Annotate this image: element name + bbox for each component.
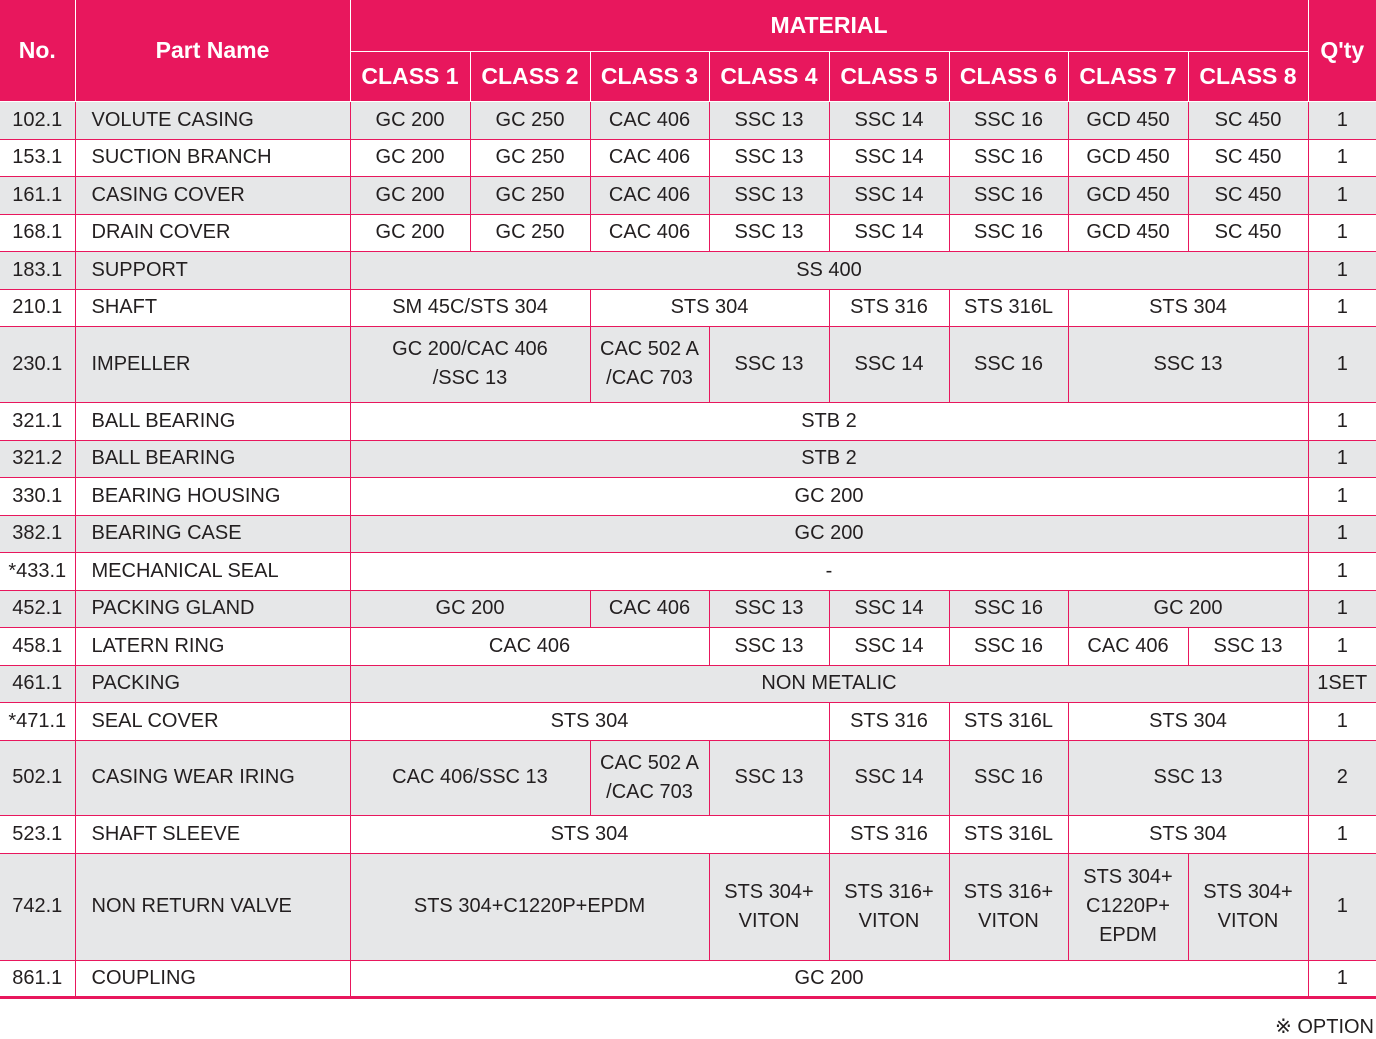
material-cell: GCD 450: [1068, 214, 1188, 251]
part-name: LATERN RING: [75, 627, 350, 665]
material-cell: GC 250: [470, 139, 590, 176]
part-name: IMPELLER: [75, 326, 350, 402]
header-class-1: CLASS 1: [350, 51, 470, 101]
part-number: 742.1: [0, 853, 75, 960]
material-cell: GC 200: [350, 960, 1308, 997]
material-cell: CAC 502 A /CAC 703: [590, 326, 709, 402]
table-row: [0, 515, 1376, 552]
quantity: 1: [1308, 214, 1376, 251]
material-cell: GC 200: [350, 101, 470, 139]
material-cell: GCD 450: [1068, 139, 1188, 176]
part-number: *433.1: [0, 552, 75, 590]
part-number: 153.1: [0, 139, 75, 176]
material-cell: GC 200: [350, 214, 470, 251]
material-cell: STB 2: [350, 440, 1308, 477]
material-cell: SSC 13: [709, 214, 829, 251]
table-row: [0, 815, 1376, 853]
material-cell: CAC 406: [590, 139, 709, 176]
material-cell: STS 304: [1068, 289, 1308, 326]
material-cell: STS 316+ VITON: [829, 853, 949, 960]
material-cell: GC 250: [470, 101, 590, 139]
quantity: 1: [1308, 176, 1376, 214]
quantity: 1: [1308, 326, 1376, 402]
part-name: MECHANICAL SEAL: [75, 552, 350, 590]
material-cell: SS 400: [350, 251, 1308, 289]
material-cell: SSC 14: [829, 326, 949, 402]
material-cell: SSC 16: [949, 740, 1068, 815]
material-cell: SSC 14: [829, 590, 949, 627]
material-cell: SSC 14: [829, 101, 949, 139]
table-row: [0, 326, 1376, 402]
material-cell: SSC 16: [949, 214, 1068, 251]
material-cell: STS 304+ VITON: [709, 853, 829, 960]
part-name: BEARING HOUSING: [75, 477, 350, 515]
quantity: 1: [1308, 815, 1376, 853]
option-footnote: ※ OPTION: [1275, 1016, 1374, 1038]
part-number: 161.1: [0, 176, 75, 214]
material-cell: SC 450: [1188, 101, 1308, 139]
material-cell: SSC 14: [829, 627, 949, 665]
part-number: 458.1: [0, 627, 75, 665]
header-class-6: CLASS 6: [949, 51, 1068, 101]
header-class-5: CLASS 5: [829, 51, 949, 101]
material-cell: SSC 13: [709, 627, 829, 665]
part-name: SUPPORT: [75, 251, 350, 289]
material-cell: SSC 13: [709, 590, 829, 627]
material-cell: SSC 13: [709, 326, 829, 402]
part-number: 861.1: [0, 960, 75, 997]
material-cell: SSC 14: [829, 740, 949, 815]
material-cell: SSC 13: [709, 176, 829, 214]
part-name: SUCTION BRANCH: [75, 139, 350, 176]
material-cell: GC 250: [470, 176, 590, 214]
table-row: [0, 853, 1376, 960]
part-number: 210.1: [0, 289, 75, 326]
material-cell: SSC 16: [949, 176, 1068, 214]
table-row: [0, 477, 1376, 515]
material-cell: GC 200: [350, 477, 1308, 515]
quantity: 1: [1308, 477, 1376, 515]
header-class-2: CLASS 2: [470, 51, 590, 101]
material-cell: CAC 406: [590, 590, 709, 627]
table-row: [0, 139, 1376, 176]
quantity: 1: [1308, 139, 1376, 176]
material-cell: GC 200: [350, 515, 1308, 552]
material-cell: STS 316: [829, 702, 949, 740]
material-cell: NON METALIC: [350, 665, 1308, 702]
part-number: 102.1: [0, 101, 75, 139]
table-row: [0, 251, 1376, 289]
header-no: No.: [0, 0, 75, 101]
header-class-7: CLASS 7: [1068, 51, 1188, 101]
part-number: 523.1: [0, 815, 75, 853]
table-row: [0, 665, 1376, 702]
material-cell: -: [350, 552, 1308, 590]
material-cell: STS 304+ C1220P+ EPDM: [1068, 853, 1188, 960]
part-name: BEARING CASE: [75, 515, 350, 552]
material-cell: SC 450: [1188, 214, 1308, 251]
material-cell: SC 450: [1188, 176, 1308, 214]
quantity: 1: [1308, 702, 1376, 740]
part-name: NON RETURN VALVE: [75, 853, 350, 960]
header-class-4: CLASS 4: [709, 51, 829, 101]
part-name: SHAFT SLEEVE: [75, 815, 350, 853]
material-cell: SSC 16: [949, 139, 1068, 176]
material-cell: GCD 450: [1068, 101, 1188, 139]
material-cell: STS 316: [829, 815, 949, 853]
table-row: [0, 176, 1376, 214]
part-number: 321.1: [0, 402, 75, 440]
quantity: 1: [1308, 960, 1376, 997]
table-row: [0, 590, 1376, 627]
material-cell: SSC 13: [1068, 326, 1308, 402]
material-cell: SSC 16: [949, 627, 1068, 665]
quantity: 1: [1308, 515, 1376, 552]
material-cell: SC 450: [1188, 139, 1308, 176]
material-cell: SM 45C/STS 304: [350, 289, 590, 326]
part-name: BALL BEARING: [75, 402, 350, 440]
material-cell: SSC 13: [709, 101, 829, 139]
part-number: 382.1: [0, 515, 75, 552]
material-cell: STS 304: [350, 815, 829, 853]
part-number: 321.2: [0, 440, 75, 477]
table-body: [0, 101, 1376, 997]
table-row: [0, 440, 1376, 477]
material-cell: STS 316: [829, 289, 949, 326]
header-qty: Q'ty: [1308, 0, 1376, 101]
material-cell: GC 200/CAC 406 /SSC 13: [350, 326, 590, 402]
table-row: [0, 702, 1376, 740]
part-name: CASING WEAR IRING: [75, 740, 350, 815]
part-number: 183.1: [0, 251, 75, 289]
material-cell: SSC 16: [949, 101, 1068, 139]
material-cell: SSC 13: [709, 139, 829, 176]
part-name: SHAFT: [75, 289, 350, 326]
table-row: [0, 740, 1376, 815]
table-row: [0, 960, 1376, 997]
material-cell: SSC 14: [829, 139, 949, 176]
quantity: 1: [1308, 440, 1376, 477]
material-cell: STS 304+C1220P+EPDM: [350, 853, 709, 960]
material-cell: STS 304+ VITON: [1188, 853, 1308, 960]
material-cell: CAC 406: [590, 176, 709, 214]
part-name: CASING COVER: [75, 176, 350, 214]
material-cell: STB 2: [350, 402, 1308, 440]
part-name: SEAL COVER: [75, 702, 350, 740]
header-class-8: CLASS 8: [1188, 51, 1308, 101]
header-material: MATERIAL: [350, 0, 1308, 51]
material-cell: GCD 450: [1068, 176, 1188, 214]
material-cell: CAC 406: [590, 214, 709, 251]
quantity: 1: [1308, 101, 1376, 139]
table-row: [0, 627, 1376, 665]
material-cell: CAC 406: [590, 101, 709, 139]
material-cell: STS 304: [1068, 815, 1308, 853]
material-cell: SSC 13: [1068, 740, 1308, 815]
part-name: VOLUTE CASING: [75, 101, 350, 139]
table-row: [0, 552, 1376, 590]
material-cell: CAC 406: [1068, 627, 1188, 665]
material-cell: STS 316L: [949, 815, 1068, 853]
table-row: [0, 214, 1376, 251]
material-cell: STS 304: [350, 702, 829, 740]
material-cell: SSC 14: [829, 176, 949, 214]
quantity: 1: [1308, 251, 1376, 289]
material-cell: SSC 16: [949, 590, 1068, 627]
material-cell: SSC 16: [949, 326, 1068, 402]
quantity: 1: [1308, 853, 1376, 960]
material-cell: GC 250: [470, 214, 590, 251]
part-number: 452.1: [0, 590, 75, 627]
material-cell: SSC 13: [1188, 627, 1308, 665]
material-cell: CAC 406: [350, 627, 709, 665]
part-number: *471.1: [0, 702, 75, 740]
quantity: 1: [1308, 402, 1376, 440]
material-cell: STS 316+ VITON: [949, 853, 1068, 960]
quantity: 1: [1308, 552, 1376, 590]
part-number: 230.1: [0, 326, 75, 402]
table-row: [0, 289, 1376, 326]
material-cell: SSC 14: [829, 214, 949, 251]
material-cell: STS 316L: [949, 289, 1068, 326]
part-name: PACKING GLAND: [75, 590, 350, 627]
material-cell: GC 200: [350, 590, 590, 627]
material-cell: STS 304: [1068, 702, 1308, 740]
part-number: 461.1: [0, 665, 75, 702]
quantity: 1SET: [1308, 665, 1376, 702]
material-cell: STS 316L: [949, 702, 1068, 740]
part-number: 502.1: [0, 740, 75, 815]
quantity: 1: [1308, 627, 1376, 665]
material-cell: GC 200: [1068, 590, 1308, 627]
material-cell: SSC 13: [709, 740, 829, 815]
material-cell: GC 200: [350, 139, 470, 176]
header-part-name: Part Name: [75, 0, 350, 101]
part-number: 330.1: [0, 477, 75, 515]
material-cell: CAC 406/SSC 13: [350, 740, 590, 815]
quantity: 2: [1308, 740, 1376, 815]
material-cell: GC 200: [350, 176, 470, 214]
material-cell: STS 304: [590, 289, 829, 326]
part-name: DRAIN COVER: [75, 214, 350, 251]
part-name: PACKING: [75, 665, 350, 702]
material-cell: CAC 502 A /CAC 703: [590, 740, 709, 815]
quantity: 1: [1308, 289, 1376, 326]
quantity: 1: [1308, 590, 1376, 627]
header-class-3: CLASS 3: [590, 51, 709, 101]
part-name: BALL BEARING: [75, 440, 350, 477]
table-row: [0, 101, 1376, 139]
table-header: [0, 0, 1376, 101]
part-name: COUPLING: [75, 960, 350, 997]
part-number: 168.1: [0, 214, 75, 251]
table-row: [0, 402, 1376, 440]
